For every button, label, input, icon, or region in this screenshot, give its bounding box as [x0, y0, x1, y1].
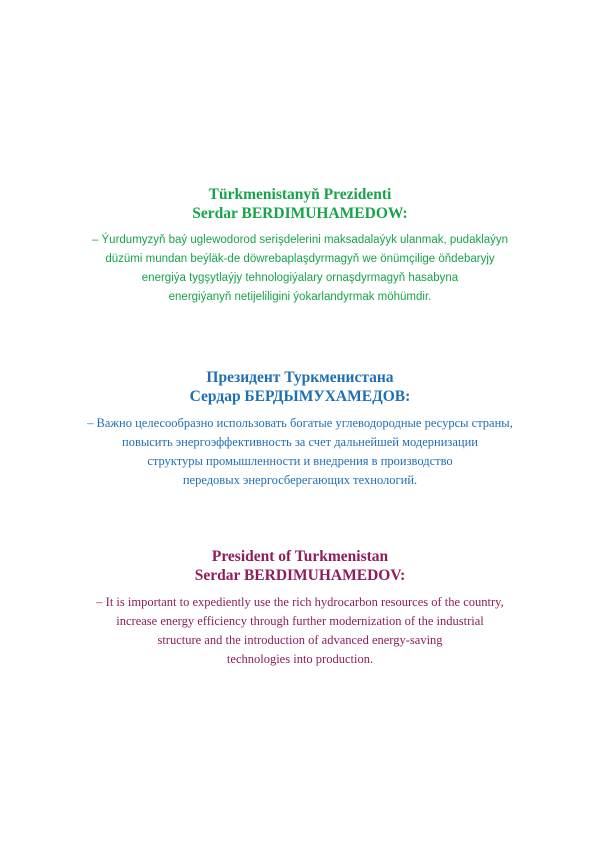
english-quote-text: [0, 593, 600, 669]
russian-quote-line: – Важно целесообразно использовать богатые углеводородные ресурсы страны,: [87, 416, 513, 430]
turkmen-quote-line: energiýa tygşytlaýjy tehnologiýalary ornaşdyrmagyň hasabyna: [141, 272, 459, 284]
russian-heading-name: Сердар БЕРДЫМУХАМЕДОВ:: [189, 388, 411, 405]
english-quote-line: structure and the introduction of advanced energy-saving: [157, 633, 443, 647]
english-heading-name: Serdar BERDIMUHAMEDOV:: [194, 567, 406, 584]
russian-heading-title: Президент Туркменистана: [206, 369, 394, 386]
turkmen-quote-text: [0, 231, 600, 307]
english-quote-line: – It is important to expediently use the rich hydrocarbon resources of the country,: [96, 595, 504, 609]
russian-heading: [0, 368, 600, 406]
english-heading-title: President of Turkmenistan: [211, 548, 389, 565]
turkmen-heading: [0, 185, 600, 223]
turkmen-heading-name: Serdar BERDIMUHAMEDOW:: [192, 205, 408, 222]
turkmen-quote-block: [0, 185, 600, 307]
english-quote-line: increase energy efficiency through further modernization of the industrial: [116, 614, 484, 628]
english-quote-block: [0, 547, 600, 669]
turkmen-quote-line: energiýanyň netijeliligini ýokarlandyrmak möhümdir.: [168, 291, 432, 303]
russian-quote-line: передовых энергосберегающих технологий.: [182, 473, 418, 487]
russian-quote-text: [0, 414, 600, 490]
english-heading: [0, 547, 600, 585]
turkmen-heading-title: Türkmenistanyň Prezidenti: [208, 186, 392, 203]
russian-quote-line: структуры промышленности и внедрения в производство: [147, 454, 453, 468]
turkmen-quote-line: düzümi mundan beýläk-de döwrebaplaşdyrmagyň we önümçilige öňdebaryjy: [105, 253, 495, 265]
turkmen-quote-line: – Ýurdumyzyň baý uglewodorod serişdelerini maksadalaýyk ulanmak, pudaklaýyn: [91, 234, 509, 246]
russian-quote-line: повысить энергоэффективность за счет дальнейшей модернизации: [122, 435, 478, 449]
english-quote-line: technologies into production.: [226, 652, 374, 666]
russian-quote-block: [0, 368, 600, 490]
